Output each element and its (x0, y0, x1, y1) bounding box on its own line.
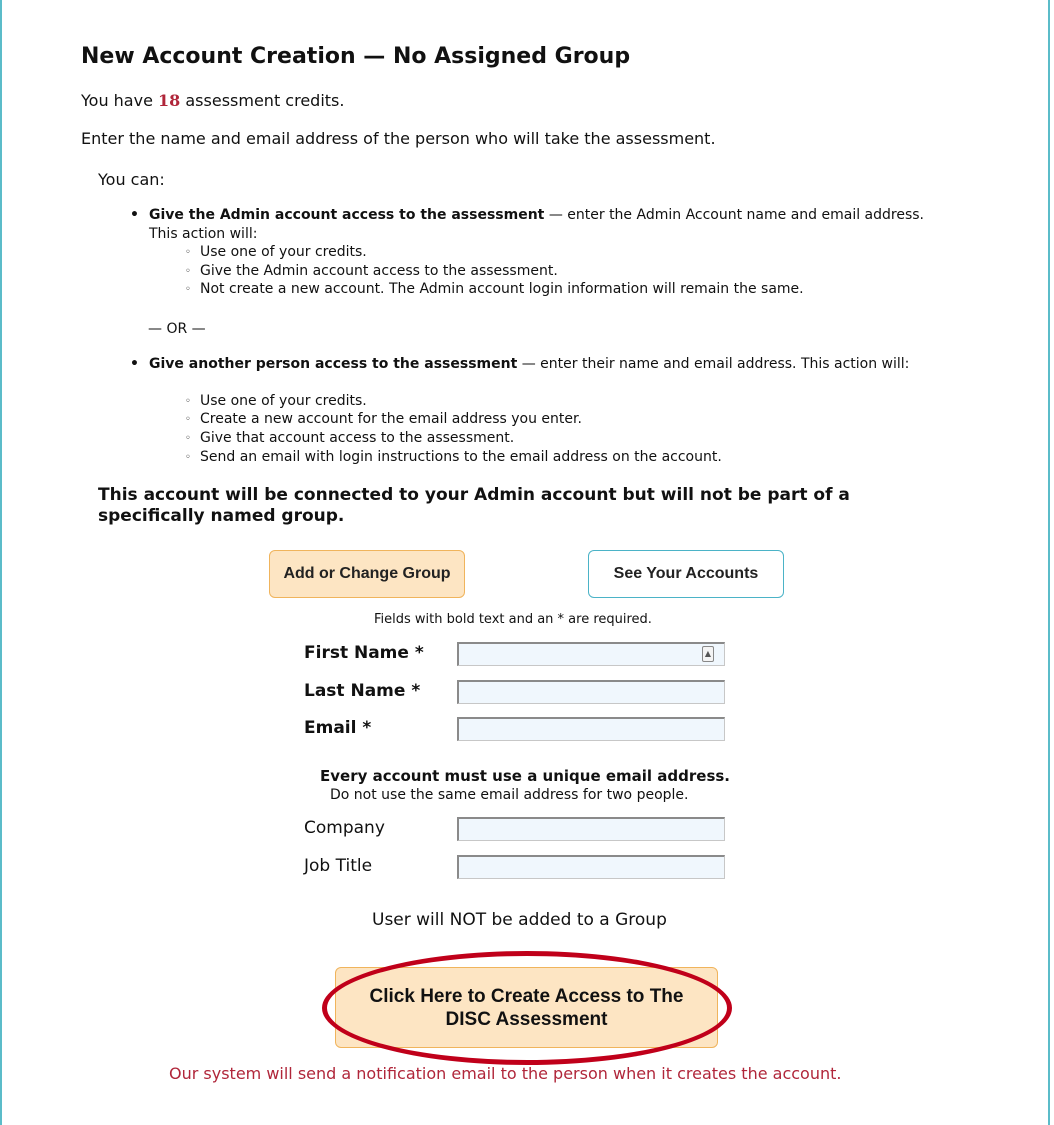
contact-card-icon[interactable]: ▲ (702, 646, 714, 662)
job-title-label: Job Title (304, 856, 373, 876)
credits-suffix: assessment credits. (185, 91, 345, 110)
other-item-4 (185, 448, 722, 468)
group-status-text: User will NOT be added to a Group (372, 910, 667, 930)
first-name-label: First Name * (304, 643, 424, 663)
job-title-input[interactable] (457, 855, 725, 879)
or-divider: — OR — (148, 321, 206, 337)
other-item-text: Give that account access to the assessment. (200, 430, 515, 446)
required-fields-note: Fields with bold text and an * are required. (374, 612, 652, 627)
admin-item-text: Use one of your credits. (200, 244, 367, 260)
circle-bullet-icon: ◦ (185, 284, 191, 295)
option-admin (130, 206, 940, 243)
you-can-label: You can: (98, 170, 165, 189)
first-name-input[interactable] (457, 642, 725, 666)
other-item-2 (185, 410, 582, 430)
add-change-group-button[interactable]: Add or Change Group (269, 550, 465, 598)
instructions-text: Enter the name and email address of the person who will take the assessment. (81, 129, 716, 148)
create-access-button[interactable] (335, 967, 718, 1048)
company-input[interactable] (457, 817, 725, 841)
see-accounts-button[interactable]: See Your Accounts (588, 550, 784, 598)
admin-item-text: Give the Admin account access to the assessment. (200, 263, 558, 279)
other-item-3 (185, 429, 514, 449)
circle-bullet-icon: ◦ (185, 433, 191, 444)
email-input[interactable] (457, 717, 725, 741)
credits-prefix: You have (81, 91, 153, 110)
email-label: Email * (304, 718, 372, 738)
notification-text: Our system will send a notification email to the person when it creates the account. (169, 1064, 842, 1083)
create-button-line1: Click Here to Create Access to The (369, 985, 684, 1007)
unique-email-warning: Every account must use a unique email address. (320, 767, 730, 785)
admin-item-2 (185, 262, 558, 282)
credits-count: 18 (158, 91, 181, 110)
company-label: Company (304, 818, 385, 838)
admin-item-text: Not create a new account. The Admin account login information will remain the same. (200, 281, 804, 297)
circle-bullet-icon: ◦ (185, 452, 191, 463)
circle-bullet-icon: ◦ (185, 396, 191, 407)
option-other-title: Give another person access to the assessment (149, 356, 518, 372)
other-item-text: Use one of your credits. (200, 393, 367, 409)
credits-line (81, 91, 344, 110)
other-item-1 (185, 392, 367, 412)
unique-email-note: Do not use the same email address for two people. (330, 787, 689, 803)
option-admin-title: Give the Admin account access to the assessment (149, 207, 545, 223)
circle-bullet-icon: ◦ (185, 266, 191, 277)
page-title: New Account Creation — No Assigned Group (81, 44, 631, 69)
connection-note: This account will be connected to your Admin account but will not be part of a specifically named group. (98, 485, 850, 526)
option-other-desc: — enter their name and email address. This action will: (517, 356, 910, 372)
last-name-input[interactable] (457, 680, 725, 704)
create-button-line2: DISC Assessment (445, 1008, 608, 1030)
admin-item-1 (185, 243, 367, 263)
other-item-text: Create a new account for the email address you enter. (200, 411, 582, 427)
option-admin-desc: — enter the Admin Account name and email address. This action will: (149, 207, 924, 242)
circle-bullet-icon: ◦ (185, 414, 191, 425)
last-name-label: Last Name * (304, 681, 421, 701)
option-other (130, 355, 940, 374)
bullet-icon: • (130, 356, 139, 372)
circle-bullet-icon: ◦ (185, 247, 191, 258)
other-item-text: Send an email with login instructions to the email address on the account. (200, 449, 722, 465)
bullet-icon: • (130, 207, 139, 223)
admin-item-3 (185, 280, 804, 300)
